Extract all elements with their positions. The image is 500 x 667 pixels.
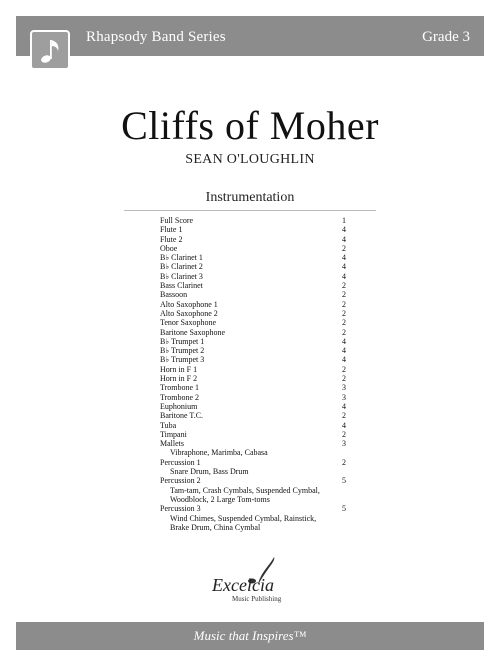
instrument-quantity: 2 [342,364,346,374]
instrument-row [160,300,350,309]
instrument-note: Snare Drum, Bass Drum [170,467,249,477]
instrument-quantity: 4 [342,336,346,346]
instrumentation-heading: Instrumentation [205,190,295,205]
series-name: Rhapsody Band Series [86,29,226,45]
instrument-name: Baritone T.C. [160,411,204,421]
instrument-name: Euphonium [160,401,198,411]
instrument-row [160,402,350,411]
instrument-name: B♭ Clarinet 1 [160,253,203,263]
instrument-row [160,244,350,253]
instrument-name: Percussion 1 [160,457,201,467]
instrument-quantity: 3 [342,383,346,393]
instrument-quantity: 4 [342,355,346,365]
instrument-row [160,476,350,485]
instrument-quantity: 4 [342,420,346,430]
instrument-quantity: 2 [342,308,346,318]
instrument-quantity: 4 [342,253,346,263]
instrument-quantity: 2 [342,411,346,421]
instrument-name: Trombone 2 [160,392,200,402]
instrument-row [160,337,350,346]
instrument-row [160,374,350,383]
instrument-quantity: 2 [342,429,346,439]
instrument-name: Horn in F 2 [160,374,198,384]
instrument-row [160,281,350,290]
instrument-row [160,430,350,439]
grade-level: Grade 3 [422,29,470,45]
instrument-row [160,504,350,513]
instrument-name: B♭ Clarinet 3 [160,271,203,281]
instrument-row [160,309,350,318]
instrument-row [160,253,350,262]
instrument-quantity: 2 [342,327,346,337]
instrument-note: Woodblock, 2 Large Tom-toms [170,494,270,504]
instrument-name: Full Score [160,216,194,225]
instrument-quantity: 2 [342,243,346,253]
instrument-quantity: 5 [342,504,346,514]
instrument-name: Flute 1 [160,225,183,235]
instrument-quantity: 2 [342,299,346,309]
instrument-name: B♭ Trumpet 2 [160,346,205,356]
instrument-name: Trombone 1 [160,383,200,393]
instrument-row [160,290,350,299]
instrument-quantity: 4 [342,346,346,356]
instrument-note: Brake Drum, China Cymbal [170,522,261,532]
instrument-row [160,439,350,448]
instrument-name: Horn in F 1 [160,364,198,374]
instrument-name: Tenor Saxophone [160,318,217,328]
instrument-quantity: 3 [342,439,346,449]
instrument-name: Timpani [160,429,187,439]
instrument-row [160,411,350,420]
instrument-name: B♭ Trumpet 3 [160,355,205,365]
instrument-quantity: 3 [342,392,346,402]
instrument-name: Mallets [160,439,184,449]
instrumentation-list [160,216,350,532]
instrument-row [160,346,350,355]
publisher-brand: Excelcia [212,575,274,595]
instrument-row [160,383,350,392]
instrument-row [160,355,350,364]
instrument-name: Bassoon [160,290,188,300]
instrument-quantity: 2 [342,374,346,384]
instrument-row [160,365,350,374]
instrument-quantity: 4 [342,271,346,281]
instrument-quantity: 4 [342,225,346,235]
instrument-name: Bass Clarinet [160,281,203,291]
publisher-subtitle: Music Publishing [232,595,282,603]
instrument-note: Vibraphone, Marimba, Cabasa [170,448,268,458]
instrument-quantity: 4 [342,234,346,244]
instrument-row [160,421,350,430]
heading-divider [124,210,376,211]
instrument-quantity: 1 [342,216,346,225]
instrument-name: Oboe [160,243,178,253]
instrument-row [160,458,350,467]
instrument-name: Tuba [160,420,177,430]
instrument-name: Alto Saxophone 1 [160,299,218,309]
instrument-quantity: 4 [342,262,346,272]
piece-title: Cliffs of Moher [121,103,379,148]
instrument-name: B♭ Trumpet 1 [160,336,205,346]
instrument-quantity: 5 [342,476,346,486]
instrument-quantity: 2 [342,318,346,328]
instrument-row [160,328,350,337]
instrument-quantity: 4 [342,401,346,411]
series-logo [30,30,70,70]
composer-name: SEAN O'LOUGHLIN [185,152,315,167]
instrument-name: Flute 2 [160,234,183,244]
instrument-name: Alto Saxophone 2 [160,308,218,318]
publisher-logo [208,557,288,607]
instrument-row [160,262,350,271]
instrument-quantity: 2 [342,457,346,467]
instrument-name: Percussion 2 [160,476,201,486]
instrument-name: Percussion 3 [160,504,201,514]
instrument-quantity: 2 [342,290,346,300]
instrument-row [160,235,350,244]
instrument-name: Baritone Saxophone [160,327,226,337]
footer-slogan: Music that Inspires™ [193,628,307,643]
instrument-note: Wind Chimes, Suspended Cymbal, Rainstick, [170,513,317,523]
instrument-row [160,272,350,281]
instrument-row [160,225,350,234]
instrument-row [160,393,350,402]
instrument-note: Tam-tam, Crash Cymbals, Suspended Cymbal, [170,485,320,495]
instrument-quantity: 2 [342,281,346,291]
instrument-row [160,216,350,225]
instrument-row [160,318,350,327]
music-note-icon [38,37,64,65]
instrument-name: B♭ Clarinet 2 [160,262,203,272]
